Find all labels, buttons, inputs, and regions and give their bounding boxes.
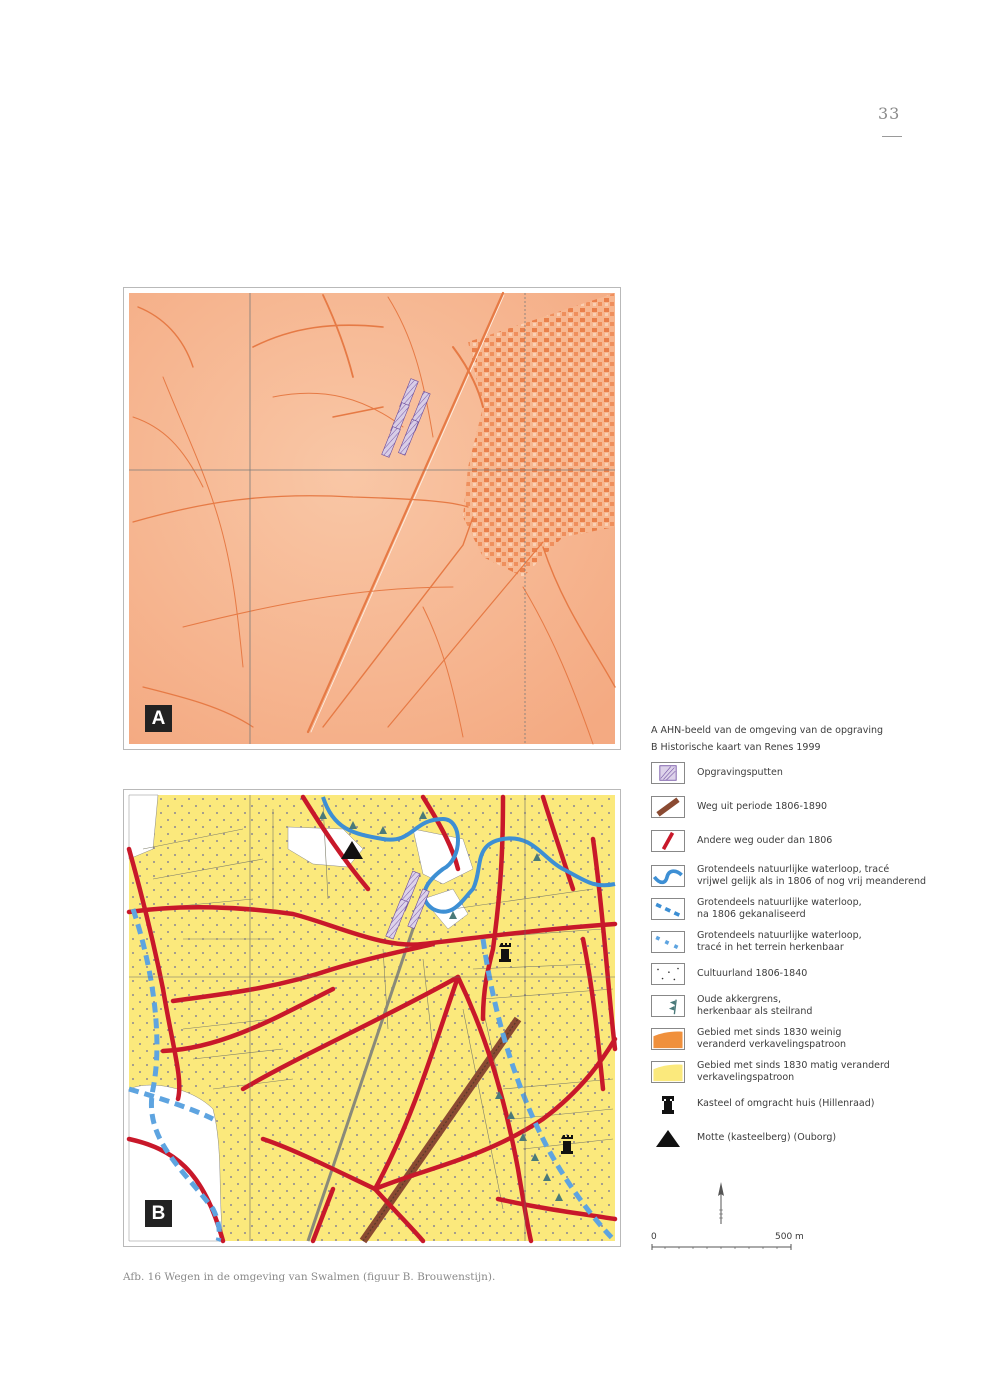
map-b-historical xyxy=(123,789,621,1247)
legend-label: Gebied met sinds 1830 weinig veranderd verkavelingspatroon xyxy=(697,1027,847,1050)
page-number-rule xyxy=(882,136,902,137)
legend-item-castle xyxy=(651,1093,951,1115)
canalised-waterway-swatch-icon xyxy=(651,898,685,920)
figure-caption: Afb. 16 Wegen in de omgeving van Swalmen (figuur B. Brouwenstijn). xyxy=(123,1271,496,1283)
traceable-waterway-swatch-icon xyxy=(651,931,685,953)
legend-item-old-field-boundary xyxy=(651,994,951,1018)
road-1806-1890-swatch-icon xyxy=(651,796,685,818)
map-a-canvas xyxy=(123,287,621,750)
legend-item-traceable-waterway xyxy=(651,930,951,954)
castle-icon xyxy=(651,1093,685,1115)
legend-label: Weg uit periode 1806-1890 xyxy=(697,801,828,812)
excavation-pits-swatch-icon xyxy=(651,762,685,784)
map-b-canvas xyxy=(123,789,621,1247)
little-changed-parcelling-swatch-icon xyxy=(651,1028,685,1050)
legend-item-moderately-changed xyxy=(651,1060,951,1084)
legend-label: Grotendeels natuurlijke waterloop, tracé vrijwel gelijk als in 1806 of nog vrij meanderend xyxy=(697,864,926,887)
legend-item-motte xyxy=(651,1127,951,1149)
legend-item-little-changed xyxy=(651,1027,951,1051)
legend-item-road-older-1806 xyxy=(651,830,951,852)
legend-item-natural-waterway xyxy=(651,864,951,888)
scale-end-label: 500 m xyxy=(775,1232,804,1242)
legend-label: Grotendeels natuurlijke waterloop, na 1806 gekanaliseerd xyxy=(697,897,862,920)
old-field-boundary-swatch-icon xyxy=(651,995,685,1017)
legend-label: Motte (kasteelberg) (Ouborg) xyxy=(697,1132,837,1143)
legend-header-b: B Historische kaart van Renes 1999 xyxy=(651,742,821,753)
legend-label: Grotendeels natuurlijke waterloop, tracé in het terrein herkenbaar xyxy=(697,930,862,953)
legend-label: Gebied met sinds 1830 matig veranderd verkavelingspatroon xyxy=(697,1060,890,1083)
legend xyxy=(651,722,951,1149)
legend-label: Andere weg ouder dan 1806 xyxy=(697,835,833,846)
legend-label: Kasteel of omgracht huis (Hillenraad) xyxy=(697,1098,875,1109)
road-older-1806-swatch-icon xyxy=(651,830,685,852)
natural-waterway-meandering-swatch-icon xyxy=(651,865,685,887)
map-b-label: B xyxy=(145,1200,172,1227)
moderately-changed-parcelling-swatch-icon xyxy=(651,1061,685,1083)
cultivated-land-swatch-icon xyxy=(651,963,685,985)
legend-label: Opgravingsputten xyxy=(697,767,783,778)
legend-item-cultivated-land xyxy=(651,963,951,985)
legend-item-excavation-pits xyxy=(651,762,951,784)
legend-label: Oude akkergrens, herkenbaar als steilrand xyxy=(697,994,813,1017)
scale-start-label: 0 xyxy=(651,1232,657,1242)
legend-item-road-1806-1890 xyxy=(651,796,951,818)
legend-header-a: A AHN-beeld van de omgeving van de opgraving xyxy=(651,725,884,736)
motte-icon xyxy=(651,1127,685,1149)
legend-label: Cultuurland 1806-1840 xyxy=(697,968,808,979)
legend-item-canalised-waterway xyxy=(651,897,951,921)
scale-and-north-arrow xyxy=(651,1180,811,1255)
map-a-ahn-relief xyxy=(123,287,621,750)
north-arrow-icon xyxy=(651,1180,811,1255)
page-number: 33 xyxy=(878,104,901,123)
map-a-label: A xyxy=(145,705,172,732)
